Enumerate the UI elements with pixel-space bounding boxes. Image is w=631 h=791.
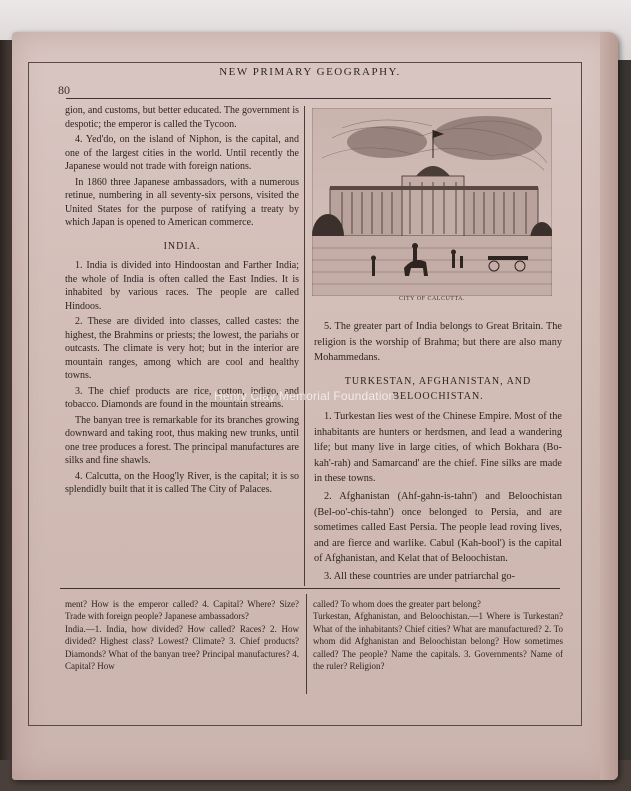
city-of-calcutta-engraving: [312, 108, 552, 296]
footnote-questions: India.—1. India, how divided? How called? Races? 2. How divided? Highest class? Lowest? Climate? 3. Chief products? Diamonds? What of the banyan tree? Principal manufactures? 4. Capital? How: [65, 623, 299, 672]
page-number: 80: [58, 83, 70, 97]
left-paragraph: 1. India is divided into Hindoostan and Farther India; the whole of India is often called the East Indies. It is inhabited by various races. The people are called Hindoos.: [65, 260, 299, 312]
left-paragraph: The banyan tree is remarkable for its branches growing downward and taking root, thus making new trunks, until one tree produces a forest. The principal manufactures are silks and fine shawls.: [65, 414, 299, 466]
footnotes-right: [313, 598, 563, 672]
left-paragraph: 2. These are divided into classes, called castes: the highest, the Brahmins or priests; the lowest, the pariahs or outcasts. The climate is very hot; but in the interior are mountain ranges, among which are cool and healthy towns.: [65, 316, 299, 381]
right-paragraph: 1. Turkestan lies west of the Chinese Empire. Most of the inhabitants are hunters or herdsmen, and lead a wandering life; but many live in large cities, of which Bokhara (Bo-kah'-rah) and Samarcand' are the chief. Fine silks are made in these towns.: [314, 410, 562, 485]
header-rule: [66, 98, 551, 99]
left-paragraph: gion, and customs, but better educated. The government is despotic; the emperor is called the Tycoon.: [65, 105, 299, 130]
footnote-questions: Turkestan, Afghanistan, and Beloochistan.—1 Where is Turkestan? What of the inhabitants? Chief cities? What are manufactured? 2. To whom did Afghanistan and Beloochistan belong? How sometimes called? The people? Name the capitals. 3. Governments? Name of the ruler? Religion?: [313, 611, 563, 672]
left-paragraph: 3. The chief products are rice, cotton, indigo, and tobacco. Diamonds are found in the mountain streams.: [65, 385, 299, 410]
right-paragraph: 3. All these countries are under patriarchal go-: [324, 570, 515, 582]
right-paragraph: 2. Afghanistan (Ahf-gahn-is-tahn') and Beloochistan (Bel-oo'-chis-tahn') once belonged to Persia, and are sometimes called East Persia. The people lead roving lives, and are fierce and warlike. Cabul (Kah-bool') is the capital of Afghanistan, and Kelat that of Beloochistan.: [314, 490, 562, 565]
right-paragraph: 5. The greater part of India belongs to Great Britain. The religion is the worship of Brahma; but there are also many Mohammedans.: [314, 321, 562, 364]
footnote-column-divider: [306, 594, 307, 694]
right-column: [314, 319, 562, 587]
illustration-caption: CITY OF CALCUTTA.: [399, 296, 465, 302]
footnote-questions: ment? How is the emperor called? 4. Capital? Where? Size? Trade with foreign people? Japanese ambassadors?: [65, 599, 299, 622]
running-head: NEW PRIMARY GEOGRAPHY.: [219, 66, 401, 78]
left-column: [65, 104, 299, 499]
page-edge: [600, 32, 618, 780]
column-divider: [304, 106, 305, 586]
footnote-rule: [60, 588, 560, 589]
watermark: Henry Clay Memorial Foundation: [214, 389, 396, 403]
engraving-ground: [312, 236, 552, 296]
section-heading-turkestan: TURKESTAN, AFGHANISTAN, AND BELOOCHISTAN.: [344, 375, 532, 403]
left-paragraph: 4. Yed'do, on the island of Niphon, is the capital, and one of the largest cities in the world. Until recently the Japanese would not trade with foreign nations.: [65, 134, 299, 172]
footnotes-left: [65, 598, 299, 672]
section-heading-india: INDIA.: [163, 240, 201, 252]
left-paragraph: In 1860 three Japanese ambassadors, with a numerous retinue, numbering in all seventy-six persons, visited the United States for the purpose of ratifying a treaty by which Japan is opened to American commerce.: [65, 176, 299, 228]
left-paragraph: 4. Calcutta, on the Hoog'ly River, is the capital; it is so splendidly built that it is called The City of Palaces.: [65, 470, 299, 495]
footnote-questions: called? To whom does the greater part belong?: [313, 599, 481, 609]
